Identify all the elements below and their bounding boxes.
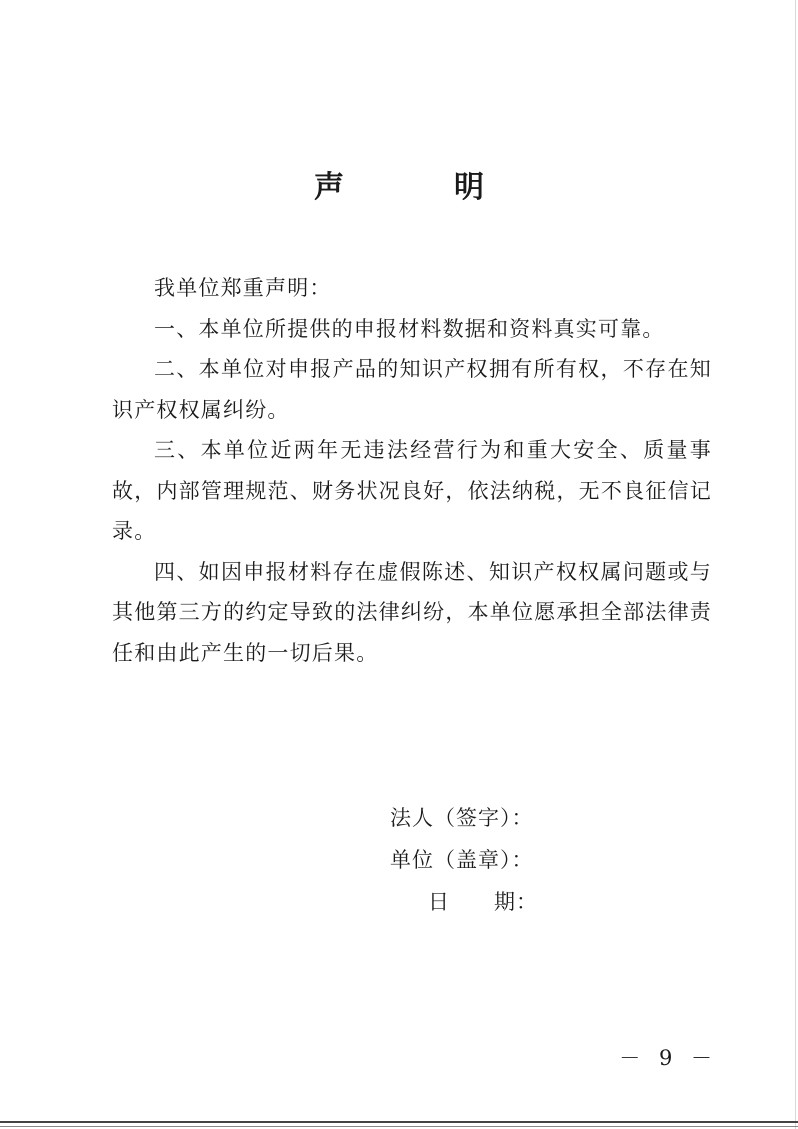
document-title: 声 明 xyxy=(314,170,524,205)
page-number: － 9 － xyxy=(619,1046,718,1070)
declaration-item-2: 二、本单位对申报产品的知识产权拥有所有权，不存在知识产权权属纠纷。 xyxy=(112,357,712,422)
scan-edge xyxy=(0,1121,798,1123)
declaration-body xyxy=(112,268,712,673)
declaration-intro: 我单位郑重声明： xyxy=(154,276,332,300)
declaration-item-1: 一、本单位所提供的申报材料数据和资料真实可靠。 xyxy=(154,316,665,341)
declaration-item-4: 四、如因申报材料存在虚假陈述、知识产权权属问题或与其他第三方的约定导致的法律纠纷，本单位愿承担全部法律责任和由此产生的一切后果。 xyxy=(112,559,712,665)
date-label: 日 期： xyxy=(428,890,538,914)
declaration-item-3: 三、本单位近两年无违法经营行为和重大安全、质量事故，内部管理规范、财务状况良好，依法纳税，无不良征信记录。 xyxy=(112,438,712,543)
legal-person-signature-label: 法人（签字）： xyxy=(390,806,534,830)
signature-block xyxy=(390,797,590,923)
unit-seal-label: 单位（盖章）： xyxy=(390,848,534,872)
scan-edge xyxy=(0,1126,798,1127)
